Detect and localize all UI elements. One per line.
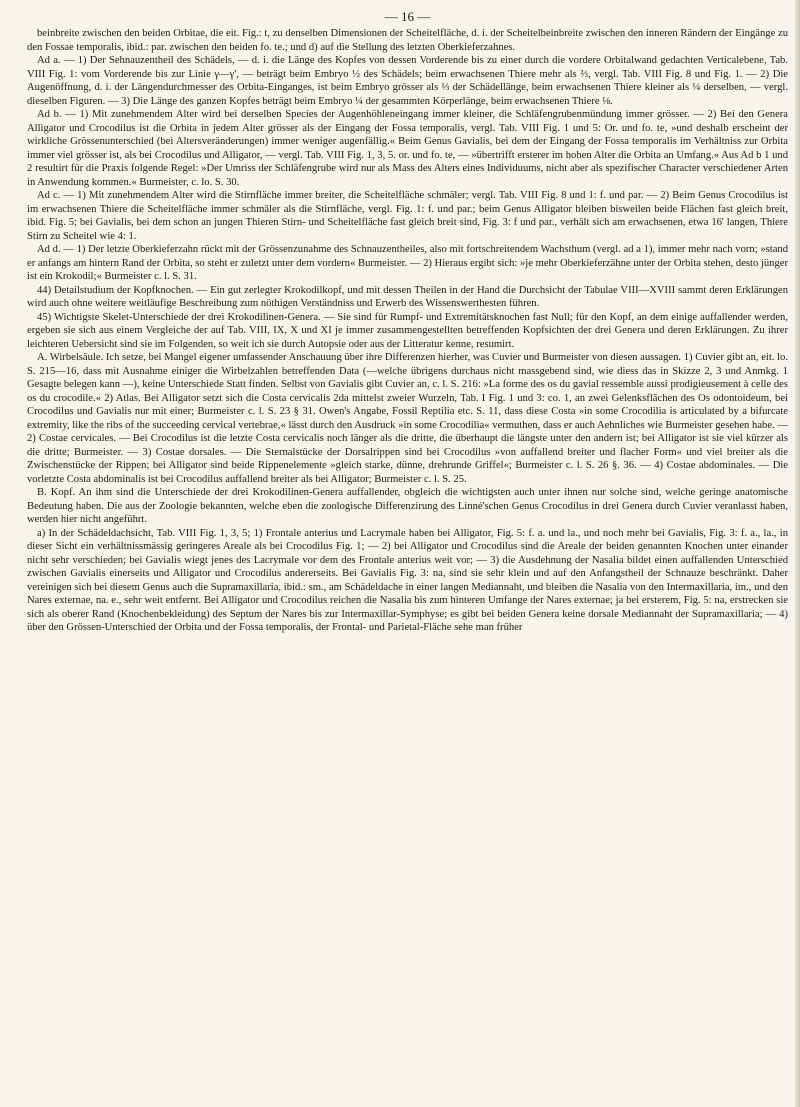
paragraph-b-kopf: B. Kopf. An ihm sind die Unterschiede der drei Krokodilinen-Genera auffallender, obgleich die wichtigsten auch unter ihnen nur solche sind, welche geringe anatomische Bedeutung haben. Die aus der Zoologie bekannten, welche eben die zoologische Differenzirung des Linné'schen Genus Crocodilus in drei Genera durch Cuvier veranlasst haben, werden hier nicht angeführt.: [27, 487, 788, 525]
paragraph-ad-c: Ad c. — 1) Mit zunehmendem Alter wird die Stirnfläche immer breiter, die Scheitelfläche schmäler; vergl. Tab. VIII Fig. 8 und 1: f. und par. — 2) Beim Genus Crocodilus ist im erwachsenen Thiere die Scheitelfläche immer schmäler als die Stirnfläche, vergl. Fig. 1: f. und par.; beim Genus Alligator bleiben bisweilen beide Flächen fast gleich breit, ibid. Fig. 5; bei Gavialis, bei dem schon an jungen Thieren Stirn- und Scheitelfläche fast gleich breit sind, Fig. 3: f und par., verhält sich am erwachsenen, etwa 16' langen, Thiere Stirn zu Scheitel wie 4: 1.: [27, 190, 788, 242]
paragraph-ad-b: Ad b. — 1) Mit zunehmendem Alter wird bei derselben Species der Augenhöhleneingang immer kleiner, die Schläfengrubenmündung immer grösser. — 2) Bei den Genera Alligator und Crocodilus ist die Orbita in jedem Alter grösser als der Eingang der Fossa temporalis, vergl. Tab. VIII Fig. 1 und 5: Or. und fo. te, »und deshalb erscheint der wirkliche Grössenunterschied (bei Altersveränderungen) immer weniger augenfällig.« Beim Genus Gavialis, bei dem der Eingang der Fossa temporalis im Verhältniss zur Orbita immer viel grösser ist, als bei Crocodilus und Alligator, — vergl. Tab. VIII Fig. 1, 3, 5. or. und fo. te, — »übertrifft ersterer im hohen Alter die Orbita an Umfang.« Aus Ad b 1 und 2 resultirt für die Praxis folgende Regel: »Der Umriss der Schläfengrube wird nur als Mass des Alters eines Individuums, nicht aber als spezifischer Character verschiedener Arten in Anwendung kommen.« Burmeister, c. lo. S. 30.: [27, 109, 788, 188]
page-number: — 16 —: [384, 9, 431, 24]
paragraph-ad-d: Ad d. — 1) Der letzte Oberkieferzahn rückt mit der Grössenzunahme des Schnauzentheiles, also mit fortschreitendem Wachsthum (vergl. ad a 1), immer mehr nach vorn; »stand er anfangs am hintern Rand der Orbita, so steht er zuletzt unter dem vordern« Burmeister. — 2) Hieraus ergibt sich: »je mehr Oberkieferzähne unter der Orbita stehen, desto jünger ist ein Krokodil;« Burmeister c. l. S. 31.: [27, 244, 788, 282]
page-edge-shadow: [795, 0, 800, 1107]
body-text: [27, 27, 788, 635]
paragraph-44-detailstudium: 44) Detailstudium der Kopfknochen. — Ein gut zerlegter Krokodilkopf, und mit dessen Theilen in der Hand die Durchsicht der Tabulae VIII—XVIII sammt deren Erklärungen wird auch ohne weitere weitläufige Beschreibung zum nöthigen Verständniss und Erwerb des Wissenswerthesten führen.: [27, 284, 788, 309]
paragraph-intro-continuation: beinbreite zwischen den beiden Orbitae, die eit. Fig.: t, zu denselben Dimensionen der Scheitelfläche, d. i. der Scheitelbeinbreite zwischen den inneren Rändern der Eingänge zu den Fossae temporalis, ibid.: par. zwischen den beiden fo. te.; und d) auf die Stellung des letzten Oberkieferzahnes.: [27, 28, 788, 53]
paragraph-a-wirbelsaeule: A. Wirbelsäule. Ich setze, bei Mangel eigener umfassender Anschauung über ihre Differenzen hierher, was Cuvier und Burmeister von diesen aussagen. 1) Cuvier gibt an, eit. lo. S. 215—16, dass mit Ausnahme einiger die Wirbelzahlen betreffenden Data (—welche übrigens durchaus nicht massgebend sind, wie diess das in Skizze 2, 3 und Anmkg. 1 Gesagte belegen kann —), keine Unterschiede Statt finden. Selbst von Gavialis gibt Cuvier an, c. l. S. 216: »La forme des os du gavial ressemble aussi prodigieusement à celle des os du crocodile.« 2) Atlas. Bei Alligator setzt sich die Costa cervicalis 2da mittelst zweier Wurzeln, Tab. I Fig. 1 und 3: co. 1, an zwei Gelenksflächen des Os odontoideum, bei Crocodilus und Gavialis nur mit einer; Burmeister c. l. S. 23 § 31. Owen's Angabe, Fossil Reptilia etc. S. 11, dass diese Costa »in some Crocodilia is articulated by a bifurcate extremity, like the ribs of the succeeding cervical vertebrae,« lässt durch den Ausdruck »in some Crocodilia« vermuthen, dass er auch Aehnliches wie Burmeister gesehen habe. — 2) Costae cervicales. — Bei Crocodilus ist die letzte Costa cervicalis noch länger als die dritte, die überhaupt die längste unter den andern ist; bei Alligator ist sie viel kürzer als die dritte; Burmeister. — 3) Costae dorsales. — Die Sternalstücke der Dorsalrippen sind bei Crocodilus »von auffallend breiter und flacher Form« und viel breiter als die Zwischenstücke der Rippen; bei Alligator sind beide Rippenelemente »gleich starke, dünne, drehrunde Griffel«; Burmeister c. l. S. 26 §. 36. — 4) Costae abdominales. — Die vorletzte Costa abdominalis ist bei Crocodilus auffallend breiter als bei Alligator; Burmeister c. l. S. 25.: [27, 352, 788, 485]
paragraph-45-skelet-unterschiede: 45) Wichtigste Skelet-Unterschiede der drei Krokodilinen-Genera. — Sie sind für Rumpf- und Extremitätsknochen fast Null; für den Kopf, an dem einige auffallender werden, ergeben sie sich aus einem Vergleiche der auf Tab. VIII, IX, X und XI je immer zusammengestellten betreffenden Kopfsichten der drei Genera und deren Erklärungen. Zu ihrer leichteren Uebersicht sind sie im Folgenden, so weit ich sie durch Autopsie oder aus der Litteratur kenne, resumirt.: [27, 311, 788, 350]
paragraph-schaedeldachsicht: a) In der Schädeldachsicht, Tab. VIII Fig. 1, 3, 5; 1) Frontale anterius und Lacrymale haben bei Alligator, Fig. 5: f. a. und la., und noch mehr bei Gavialis, Fig. 3: f. a., la., in dieser Sicht ein verhältnissmässig geringeres Areale als bei Crocodilus Fig. 1; — 2) bei Alligator und Crocodilus sind die Areale der beiden genannten Knochen unter einander nicht sehr verschieden; bei Gavialis wiegt jenes des Lacrymale vor dem des Frontale anterius weit vor; — 3) die Ausdehnung der Nasalia bildet einen auffallenden Unterschied zwischen Gavialis einerseits und Alligator und Crocodilus andererseits. Bei Gavialis Fig. 3: na, sind sie sehr klein und auf den Anfangstheil der Schnauze beschränkt. Daher vereinigen sich bei diesem Genus auch die Supramaxillaria, ibid.: sm., am Schädeldache in einer langen Mediannaht, und bleiben die Nasalia von den Intermaxillaria, im., und den Nares externae, na. e., sehr weit entfernt. Bei Alligator und Crocodilus reichen die Nasalia bis zum hinteren Umfange der Nares externae; ja bei ersterem, Fig. 5: na, erstrecken sie sich als oberer Rand (Knochenbekleidung) des Septum der Nares bis zur Intermaxillar-Symphyse; es gibt bei beiden Genera keine dorsale Mediannaht der Supramaxillaria; — 4) über den Grössen-Unterschied der Orbita und der Fossa temporalis, der Frontal- und Parietal-Fläche sehe man früher: [27, 527, 788, 633]
paragraph-ad-a: Ad a. — 1) Der Sehnauzentheil des Schädels, — d. i. die Länge des Kopfes von dessen Vorderende bis zu einer durch die vordere Orbitalwand gedachten Verticalebene, Tab. VIII Fig. 1: vom Vorderende bis zur Linie γ—γ', — beträgt beim Embryo ½ des Schädels; beim erwachsenen Thiere mehr als ⅔, vergl. Tab. VIII Fig. 8 und Fig. 1. — 2) Die Augenöffnung, d. i. der Längendurchmesser des Orbita-Einganges, ist beim Embryo grösser als ⅓ der Schädellänge, beim erwachsenen Thiere kleiner als ¼ derselben, — vergl. dieselben Figuren. — 3) Die Länge des ganzen Kopfes beträgt beim Embryo ¼ der gesammten Körperlänge, beim erwachsenen Thiere ⅛.: [27, 55, 788, 107]
